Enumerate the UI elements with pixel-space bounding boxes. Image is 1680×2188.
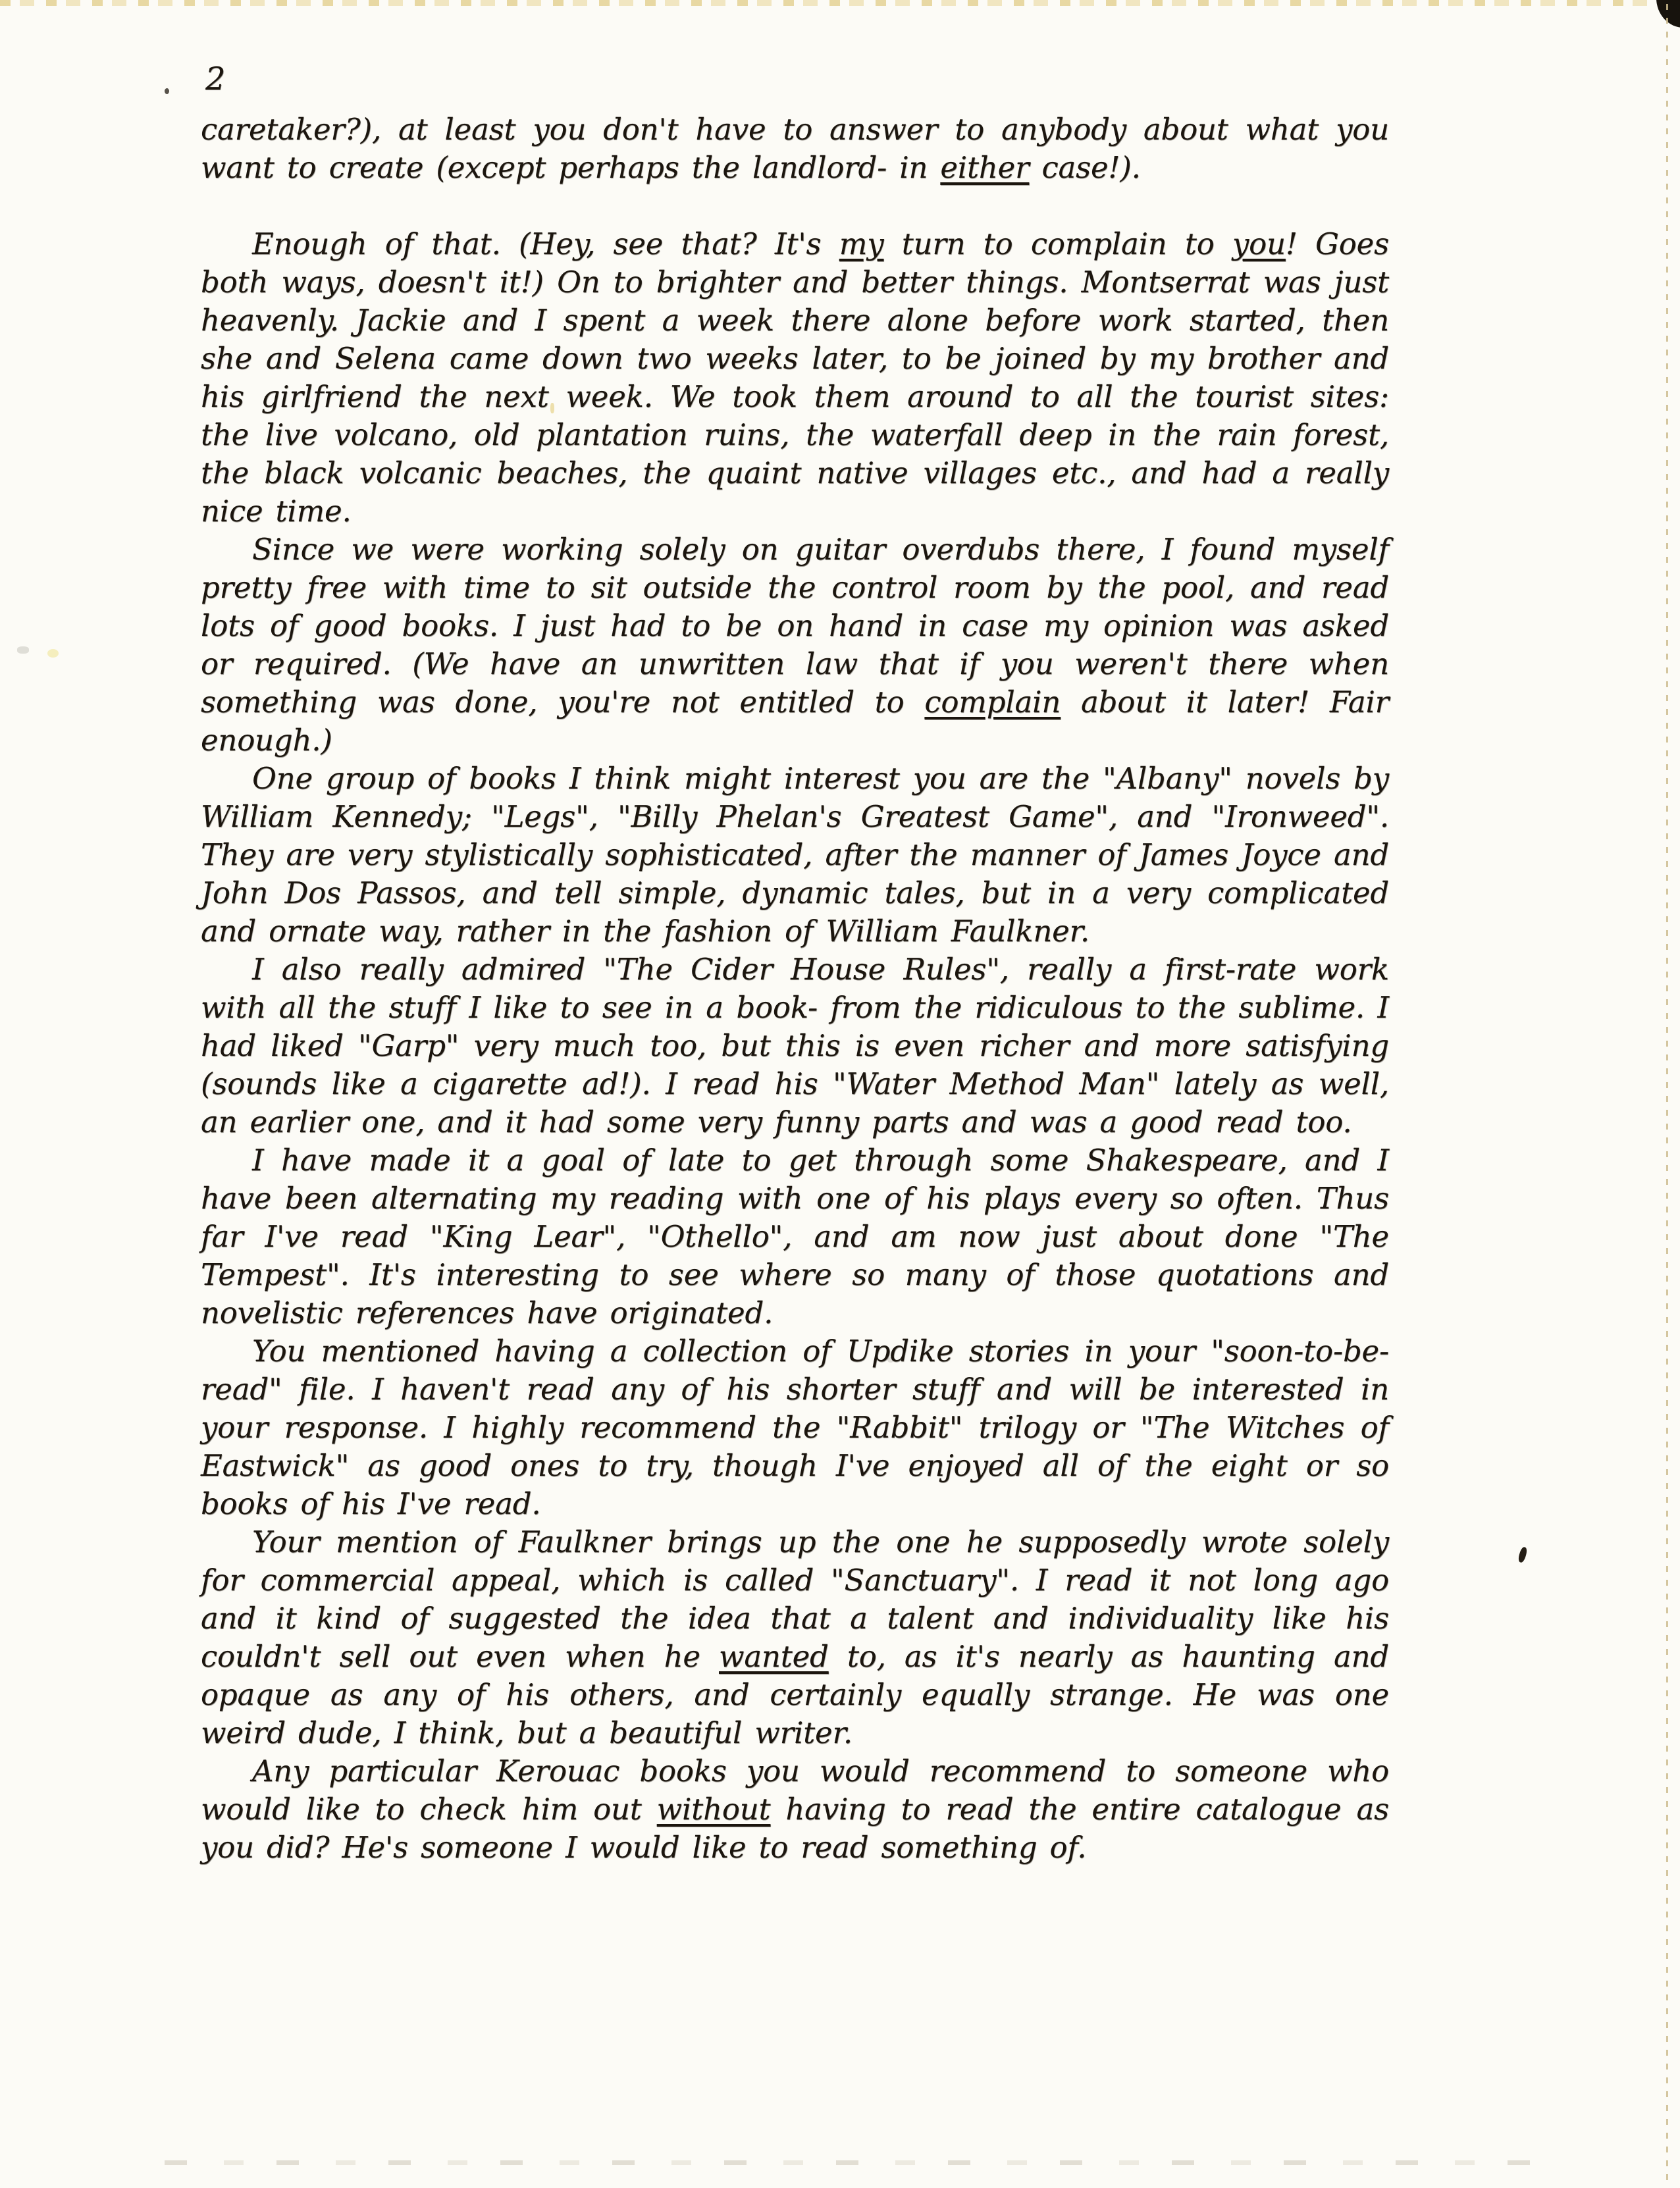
paragraph-text: One group of books I think might interest you are the "Albany" novels by William Kennedy; "Legs", "Billy Phelan's Greatest Game", and "Ironweed". They are very stylistically sophisticated, after the manner of James Joyce and John Dos Passos, and tell simple, dynamic tales, but in a very complicated and ornate way, rather in the fashion of William Faulkner. xyxy=(201,761,1389,949)
paragraph-text: Any particular Kerouac books you would recommend to someone who would like to check him out xyxy=(201,1754,1389,1827)
paragraph-text: caretaker?), at least you don't have to answer to anybody about what you want to create (except perhaps the landlord- in xyxy=(201,112,1389,185)
paragraph xyxy=(201,951,1389,1141)
scan-bottom-artifact xyxy=(165,2160,1560,2165)
paragraph-text: I also really admired "The Cider House Rules", really a first-rate work with all the stuff I like to see in a book- from the ridiculous to the sublime. I had liked "Garp" very much too, but this is even richer and more satisfying (sounds like a cigarette ad!). I read his "Water Method Man" lately as well, an earlier one, and it had some very funny parts and was a good read too. xyxy=(201,952,1389,1139)
ink-speck xyxy=(1517,1546,1528,1563)
letter-body xyxy=(201,111,1389,1867)
paragraph-text: You mentioned having a collection of Updike stories in your "soon-to-be-read" file. I haven't read any of his shorter stuff and will be interested in your response. I highly recommend the "Rabbit" trilogy or "The Witches of Eastwick" as good ones to try, though I've enjoyed all of the eight or so books of his I've read. xyxy=(201,1334,1389,1521)
underlined-word: complain xyxy=(924,685,1061,719)
page-number: 2 xyxy=(205,61,226,97)
underlined-word: without xyxy=(656,1792,771,1827)
ink-speck xyxy=(17,646,29,654)
scan-corner-mark xyxy=(1656,0,1680,28)
paragraph xyxy=(201,111,1389,187)
paragraph xyxy=(201,760,1389,951)
paragraph xyxy=(201,1752,1389,1867)
scan-top-edge-artifact xyxy=(0,0,1680,6)
paragraph xyxy=(201,1523,1389,1752)
underlined-word: wanted xyxy=(719,1639,829,1674)
paragraph-text: I have made it a goal of late to get through some Shakespeare, and I have been alternating my reading with one of his plays every so often. Thus far I've read "King Lear", "Othello", and am now just about done "The Tempest". It's interesting to see where so many of those quotations and novelistic references have originated. xyxy=(201,1143,1389,1330)
paragraph-text: Since we were working solely on guitar overdubs there, I found myself pretty free with time to sit outside the control room by the pool, and read lots of good books. I just had to be on hand in case my opinion was asked or required. (We have an unwritten law that if you weren't there when something was done, you're not entitled to xyxy=(201,532,1389,719)
underlined-word: my xyxy=(839,226,884,261)
paragraph-text: Your mention of Faulkner brings up the one he supposedly wrote solely for commercial appeal, which is called "Sanctuary". I read it not long ago and it kind of suggested the idea that a talent and individuality like his couldn't sell out even when he xyxy=(201,1524,1389,1674)
paragraph xyxy=(201,225,1389,531)
paragraph-text: ! Goes both ways, doesn't it!) On to brighter and better things. Montserrat was just heavenly. Jackie and I spent a week there alone before work started, then she and Selena came down two weeks later, to be joined by my brother and his girlfriend the next week. We took them around to all the tourist sites: the live volcano, old plantation ruins, the waterfall deep in the rain forest, the black volcanic beaches, the quaint native villages etc., and had a really nice time. xyxy=(201,226,1389,529)
paragraph-text: having to read the entire catalogue as you did? He's someone I would like to read something of. xyxy=(201,1792,1389,1865)
paragraph-text: to, as it's nearly as haunting and opaque as any of his others, and certainly equally strange. He was one weird dude, I think, but a beautiful writer. xyxy=(201,1639,1389,1750)
paragraph-text: about it later! Fair enough.) xyxy=(201,685,1389,758)
ink-speck xyxy=(165,88,169,94)
perforation-dotted-line xyxy=(1666,4,1668,2188)
ink-speck xyxy=(47,649,59,658)
underlined-word: you xyxy=(1232,226,1286,261)
paragraph xyxy=(201,1332,1389,1523)
paragraph-text: case!). xyxy=(1029,150,1141,185)
paragraph-text: turn to complain to xyxy=(883,226,1232,261)
underlined-word: either xyxy=(940,150,1030,185)
paragraph xyxy=(201,531,1389,760)
paragraph-text: Enough of that. (Hey, see that? It's xyxy=(252,226,839,261)
paragraph xyxy=(201,1141,1389,1332)
